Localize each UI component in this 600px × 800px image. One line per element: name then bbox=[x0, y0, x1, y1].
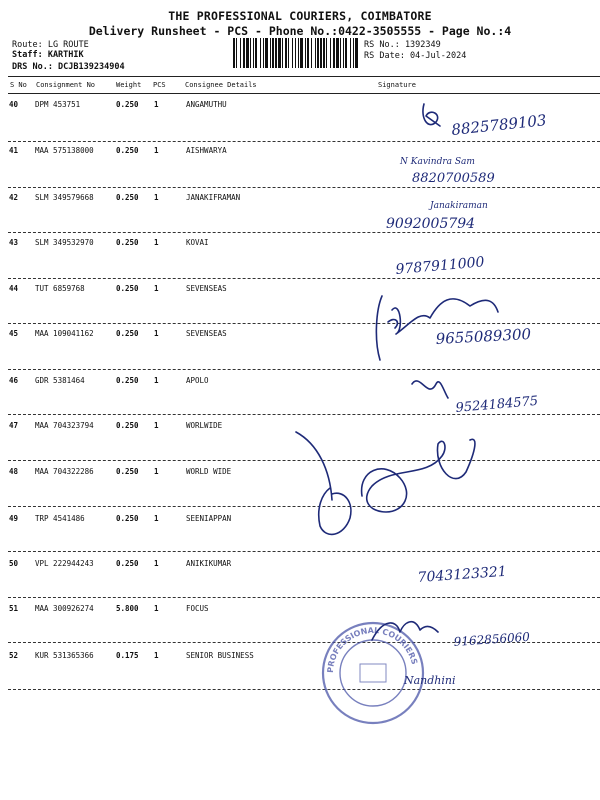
row-weight: 0.250 bbox=[116, 329, 139, 338]
row-consignee: AISHWARYA bbox=[186, 146, 227, 155]
row-pcs: 1 bbox=[154, 514, 159, 523]
staff-label: Staff: KARTHIK bbox=[12, 50, 84, 60]
row-weight: 0.250 bbox=[116, 284, 139, 293]
row-consignment: VPL 222944243 bbox=[35, 559, 94, 568]
row-weight: 0.250 bbox=[116, 193, 139, 202]
row-pcs: 1 bbox=[154, 146, 159, 155]
row-weight: 0.250 bbox=[116, 514, 139, 523]
row-weight: 0.250 bbox=[116, 376, 139, 385]
row-sno: 50 bbox=[9, 559, 19, 568]
drs-number: DRS No.: DCJB139234904 bbox=[12, 62, 125, 72]
document-title: THE PROFESSIONAL COURIERS, COIMBATORE bbox=[168, 9, 432, 23]
row-consignment: TRP 4541486 bbox=[35, 514, 85, 523]
signature-scribble bbox=[296, 432, 351, 534]
row-weight: 0.250 bbox=[116, 559, 139, 568]
row-consignee: APOLO bbox=[186, 376, 209, 385]
document-subtitle: Delivery Runsheet - PCS - Phone No.:0422-3505555 - Page No.:4 bbox=[88, 24, 512, 38]
signature-scribble bbox=[388, 320, 397, 328]
rs-date: RS Date: 04-Jul-2024 bbox=[364, 51, 467, 61]
signature-phone-42: 9092005794 bbox=[386, 216, 476, 232]
col-pcs: PCS bbox=[153, 81, 166, 89]
row-sno: 48 bbox=[9, 467, 19, 476]
row-sno: 46 bbox=[9, 376, 19, 385]
signature-phone-41: 8820700589 bbox=[412, 171, 495, 186]
col-consignee: Consignee Details bbox=[185, 81, 257, 89]
row-weight: 0.250 bbox=[116, 100, 139, 109]
row-sno: 44 bbox=[9, 284, 19, 293]
row-consignee: WORLD WIDE bbox=[186, 467, 232, 476]
row-consignee: KOVAI bbox=[186, 238, 209, 247]
row-consignment: SLM 349579668 bbox=[35, 193, 94, 202]
signature-scribble bbox=[412, 381, 448, 398]
row-consignee: WORLWIDE bbox=[186, 421, 223, 430]
row-sno: 45 bbox=[9, 329, 19, 338]
row-weight: 0.250 bbox=[116, 146, 139, 155]
row-weight: 0.250 bbox=[116, 238, 139, 247]
row-consignee: JANAKIFRAMAN bbox=[186, 193, 241, 202]
row-sno: 51 bbox=[9, 604, 19, 613]
row-consignee: ANIKIKUMAR bbox=[186, 559, 232, 568]
row-pcs: 1 bbox=[154, 421, 159, 430]
row-pcs: 1 bbox=[154, 284, 159, 293]
row-consignment: MAA 704323794 bbox=[35, 421, 94, 430]
row-consignment: MAA 704322286 bbox=[35, 467, 94, 476]
row-consignment: MAA 109041162 bbox=[35, 329, 94, 338]
row-consignment: SLM 349532970 bbox=[35, 238, 94, 247]
row-sno: 43 bbox=[9, 238, 19, 247]
row-pcs: 1 bbox=[154, 604, 159, 613]
col-signature: Signature bbox=[378, 81, 416, 89]
row-sno: 41 bbox=[9, 146, 19, 155]
row-consignee: SENIOR BUSINESS bbox=[186, 651, 254, 660]
col-consignment: Consignment No bbox=[36, 81, 96, 89]
row-weight: 0.250 bbox=[116, 467, 139, 476]
row-consignee: ANGAMUTHU bbox=[186, 100, 227, 109]
rs-number: RS No.: 1392349 bbox=[364, 40, 441, 50]
row-sno: 47 bbox=[9, 421, 19, 430]
row-consignment: DPM 453751 bbox=[35, 100, 81, 109]
signature-scribble bbox=[423, 104, 440, 126]
row-sno: 49 bbox=[9, 514, 19, 523]
signature-scribble bbox=[362, 439, 475, 512]
signature-phone-50: 7043123321 bbox=[417, 563, 508, 586]
signature-phone-43: 9787911000 bbox=[394, 254, 486, 278]
row-pcs: 1 bbox=[154, 651, 159, 660]
row-consignment: TUT 6859768 bbox=[35, 284, 85, 293]
row-weight: 5.800 bbox=[116, 604, 139, 613]
row-consignee: SEVENSEAS bbox=[186, 329, 227, 338]
row-weight: 0.250 bbox=[116, 421, 139, 430]
row-sno: 40 bbox=[9, 100, 19, 109]
row-pcs: 1 bbox=[154, 238, 159, 247]
col-weight: Weight bbox=[116, 81, 142, 89]
row-pcs: 1 bbox=[154, 559, 159, 568]
row-weight: 0.175 bbox=[116, 651, 139, 660]
row-sno: 42 bbox=[9, 193, 19, 202]
signature-name-42: Janakiraman bbox=[430, 201, 488, 211]
signature-phone-46: 9524184575 bbox=[455, 393, 539, 416]
signature-phone-51: 9162856060 bbox=[453, 629, 531, 649]
row-consignment: MAA 300926274 bbox=[35, 604, 94, 613]
row-consignment: MAA 575138000 bbox=[35, 146, 94, 155]
signature-phone-45: 9655089300 bbox=[435, 325, 532, 348]
row-sno: 52 bbox=[9, 651, 19, 660]
signature-name-41: N Kavindra Sam bbox=[400, 157, 475, 167]
row-pcs: 1 bbox=[154, 467, 159, 476]
signature-name-52: Nandhini bbox=[404, 674, 456, 687]
row-consignee: SEENIAPPAN bbox=[186, 514, 232, 523]
row-consignee: FOCUS bbox=[186, 604, 209, 613]
signature-phone-40: 8825789103 bbox=[450, 111, 548, 139]
col-sno: S No bbox=[10, 81, 27, 89]
route-label: Route: LG ROUTE bbox=[12, 40, 89, 50]
row-pcs: 1 bbox=[154, 100, 159, 109]
row-consignee: SEVENSEAS bbox=[186, 284, 227, 293]
row-pcs: 1 bbox=[154, 376, 159, 385]
row-consignment: KUR 531365366 bbox=[35, 651, 94, 660]
stamp-text: PROFESSIONAL COURIERS bbox=[325, 625, 420, 674]
signature-scribble bbox=[372, 622, 438, 640]
row-pcs: 1 bbox=[154, 329, 159, 338]
row-pcs: 1 bbox=[154, 193, 159, 202]
row-consignment: GDR 5381464 bbox=[35, 376, 85, 385]
